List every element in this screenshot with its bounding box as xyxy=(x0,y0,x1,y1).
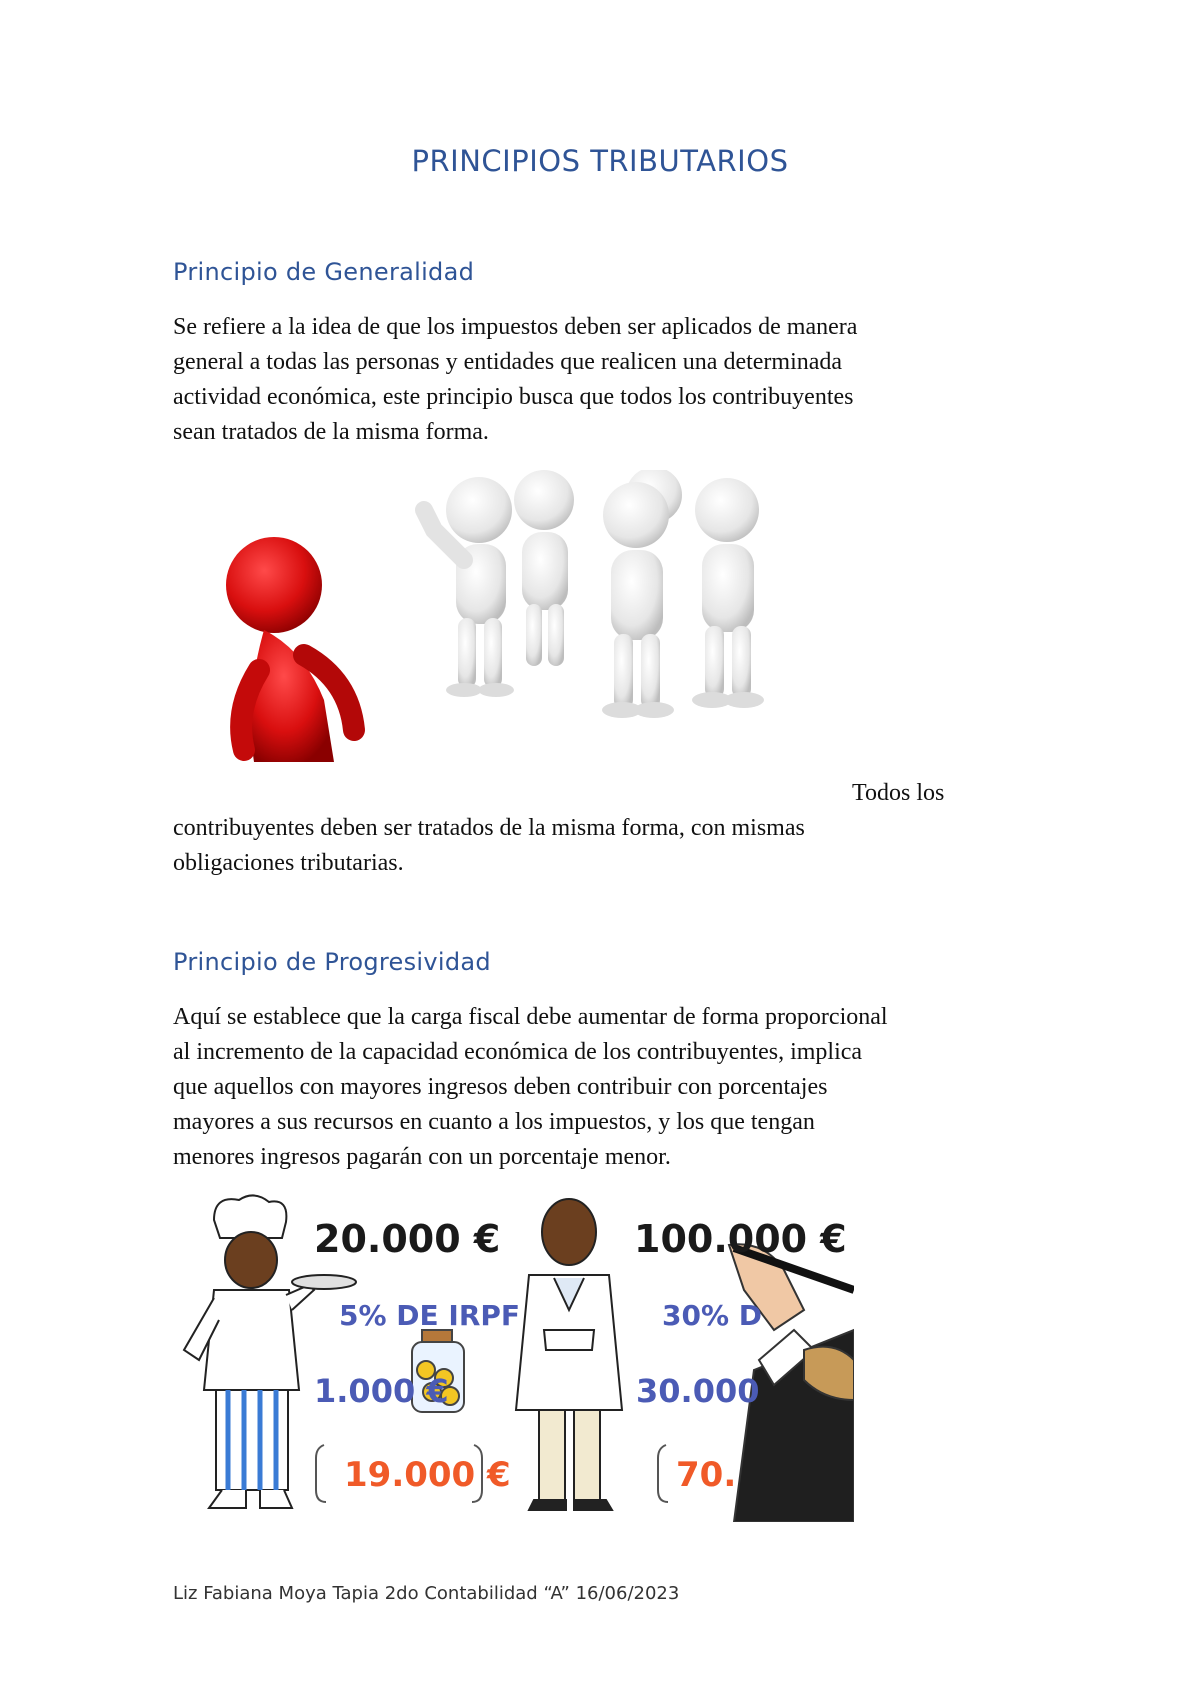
figure-progressivity-illustration xyxy=(174,1190,854,1522)
page-title: PRINCIPIOS TRIBUTARIOS xyxy=(411,144,789,178)
paragraph-line: general a todas las personas y entidades que realicen una determinada xyxy=(173,349,843,375)
left-rate-text: 5% DE IRPF xyxy=(339,1299,521,1332)
right-net-text: 70. xyxy=(676,1455,737,1495)
caption-line: obligaciones tributarias. xyxy=(173,850,404,876)
paragraph-line: mayores a sus recursos en cuanto a los impuestos, y los que tengan xyxy=(173,1109,815,1135)
paragraph-line: actividad económica, este principio busca que todos los contribuyentes xyxy=(173,384,854,410)
left-net-text: 19.000 € xyxy=(344,1455,511,1495)
paragraph-line: menores ingresos pagarán con un porcentaje menor. xyxy=(173,1144,671,1170)
paragraph-line: al incremento de la capacidad económica de los contribuyentes, implica xyxy=(173,1039,863,1065)
paragraph-generalidad xyxy=(173,310,1033,450)
left-tax-text: 1.000 € xyxy=(314,1372,449,1410)
caption-line: contribuyentes deben ser tratados de la misma forma, con mismas xyxy=(173,815,805,841)
paragraph-line: sean tratados de la misma forma. xyxy=(173,419,489,445)
right-rate-text: 30% D xyxy=(662,1299,763,1332)
paragraph-line: Aquí se establece que la carga fiscal debe aumentar de forma proporcional xyxy=(173,1004,888,1030)
image-caption-first-line: Todos los xyxy=(852,780,945,806)
people-figures-image xyxy=(174,470,834,762)
paragraph-line: que aquellos con mayores ingresos deben contribuir con porcentajes xyxy=(173,1074,828,1100)
right-tax-text: 30.000 xyxy=(636,1372,760,1410)
page-footer: Liz Fabiana Moya Tapia 2do Contabilidad “A” 16/06/2023 xyxy=(173,1583,680,1604)
image-caption xyxy=(173,811,805,881)
left-income-text: 20.000 € xyxy=(314,1217,501,1261)
figure-generality-illustration xyxy=(174,470,834,762)
paragraph-line: Se refiere a la idea de que los impuestos deben ser aplicados de manera xyxy=(173,314,858,340)
income-tax-comparison-image xyxy=(174,1190,854,1522)
section-heading-generalidad: Principio de Generalidad xyxy=(173,258,475,286)
section-heading-progresividad: Principio de Progresividad xyxy=(173,948,491,976)
paragraph-progresividad xyxy=(173,1000,1033,1175)
right-income-text: 100.000 € xyxy=(634,1217,847,1261)
